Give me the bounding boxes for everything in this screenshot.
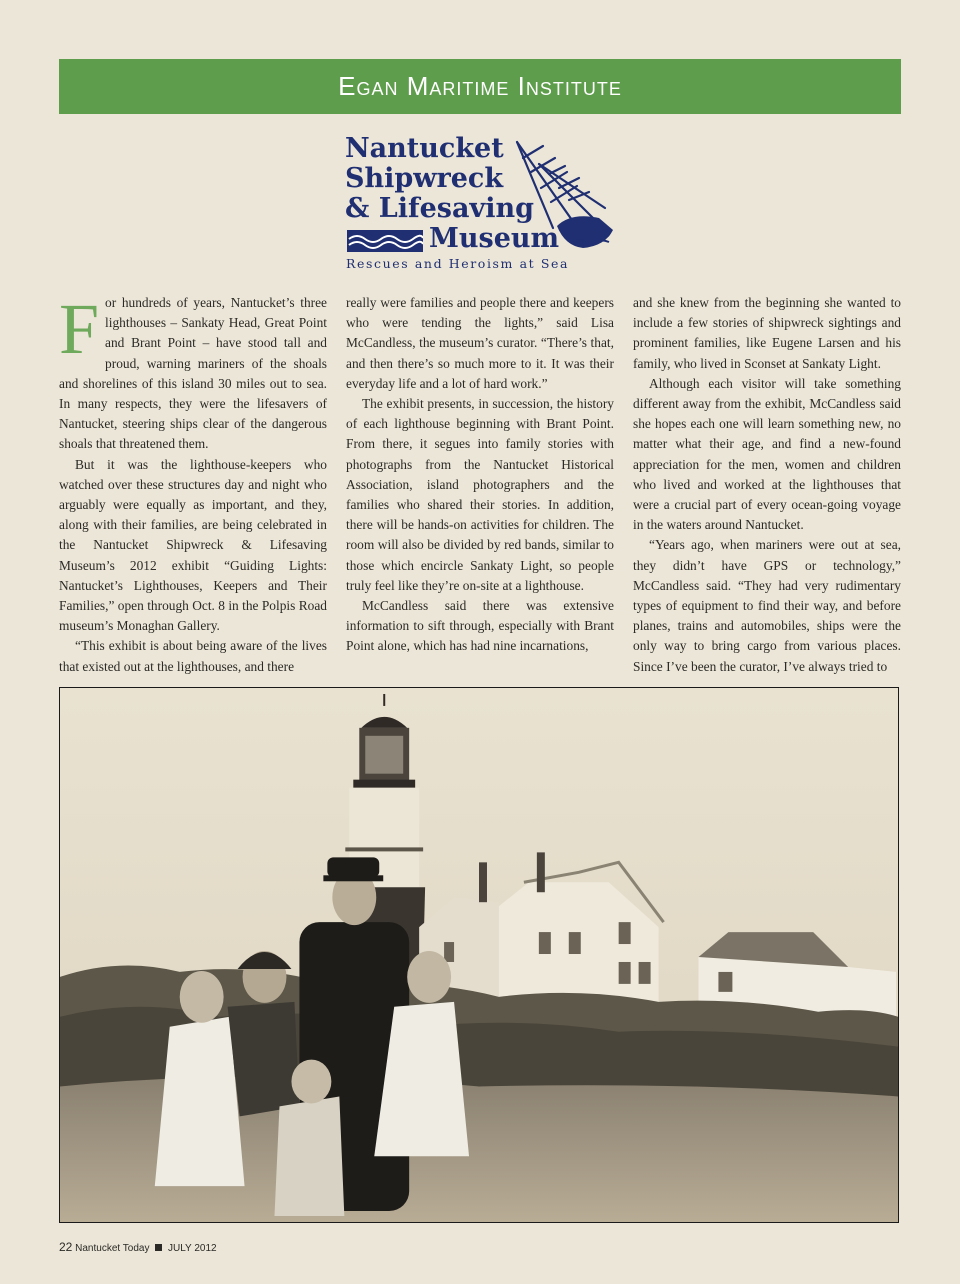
logo-line-4: Museum [429,223,560,254]
issue-date: JULY 2012 [168,1243,217,1254]
section-title: Egan Maritime Institute [338,71,622,101]
section-banner [59,59,901,114]
sinking-ship-icon [509,138,615,252]
paragraph: McCandless said there was extensive information to sift through, especially with Brant Point alone, which has had nine incarnations, [346,598,614,654]
article-column-2 [346,293,614,679]
page-number: 22 [59,1240,73,1254]
paragraph: really were families and people there and keepers who were tending the lights,” said Lisa McCandless, the museum’s curator. “There’s that, and then there’s so much more to it. It was their everyday life and a lot of hard work.” [346,295,614,391]
paragraph-text: or hundreds of years, Nantucket’s three lighthouses – Sankaty Head, Great Point and Brant Point – have stood tall and proud, warning mariners of the shoals and shorelines of this island 30 miles out to sea. In many respects, they were the lifesavers of Nantucket, steering ships clear of the dangerous shoals that threatened them. [59,295,327,452]
publication-name: Nantucket Today [75,1243,150,1254]
museum-logo [345,134,617,274]
logo-line-3: & Lifesaving [345,193,534,224]
logo-tagline: Rescues and Heroism at Sea [346,256,570,271]
paragraph: “Years ago, when mariners were out at sea, they didn’t have GPS or technology,” McCandless said. “They had very rudimentary types of equipment to find their way, and before planes, trains and automobiles, ships were the only way to bring cargo from various places. Since I’ve been the curator, I’ve always tried to [633,537,901,674]
drop-cap: F [59,293,100,369]
page-footer [59,1240,217,1254]
paragraph [59,293,327,455]
separator-square-icon [155,1244,162,1251]
waves-icon [347,230,423,252]
paragraph: The exhibit presents, in succession, the history of each lighthouse beginning with Brant Point. From there, it segues into family stories with photographs from the Nantucket Historical Association, island photographers and the families who shared their stories. In addition, there will be hands-on activities for children. The room will also be divided by red bands, similar to those which encircle Sankaty Light, so people truly feel like they’re on-site at a lighthouse. [346,396,614,593]
logo-line-2: Shipwreck [345,163,504,194]
article-column-1 [59,293,327,679]
paragraph: “This exhibit is about being aware of the lives that existed out at the lighthouses, and there [59,638,327,674]
paragraph: But it was the lighthouse-keepers who watched over these structures day and night who arguably were equally as important, and they, along with their families, are being celebrated in the Nantucket Shipwreck & Lifesaving Museum’s 2012 exhibit “Guiding Lights: Nantucket’s Lighthouses, Keepers and Their Families,” open through Oct. 8 in the Polpis Road museum’s Monaghan Gallery. [59,456,327,634]
historic-lighthouse-family-photo [59,687,899,1223]
logo-line-1: Nantucket [345,133,504,164]
paragraph: and she knew from the beginning she wanted to include a few stories of shipwreck sightings and prominent families, like Eugene Larsen and his family, who lived in Sconset at Sankaty Light. [633,295,901,371]
article-column-3 [633,293,901,679]
paragraph: Although each visitor will take something different away from the exhibit, McCandless said she hopes each one will learn something new, no matter what their age, and find a new-found appreciation for the men, women and children who lived and worked at the lighthouses that were a crucial part of every ocean-going voyage in the waters around Nantucket. [633,375,901,533]
